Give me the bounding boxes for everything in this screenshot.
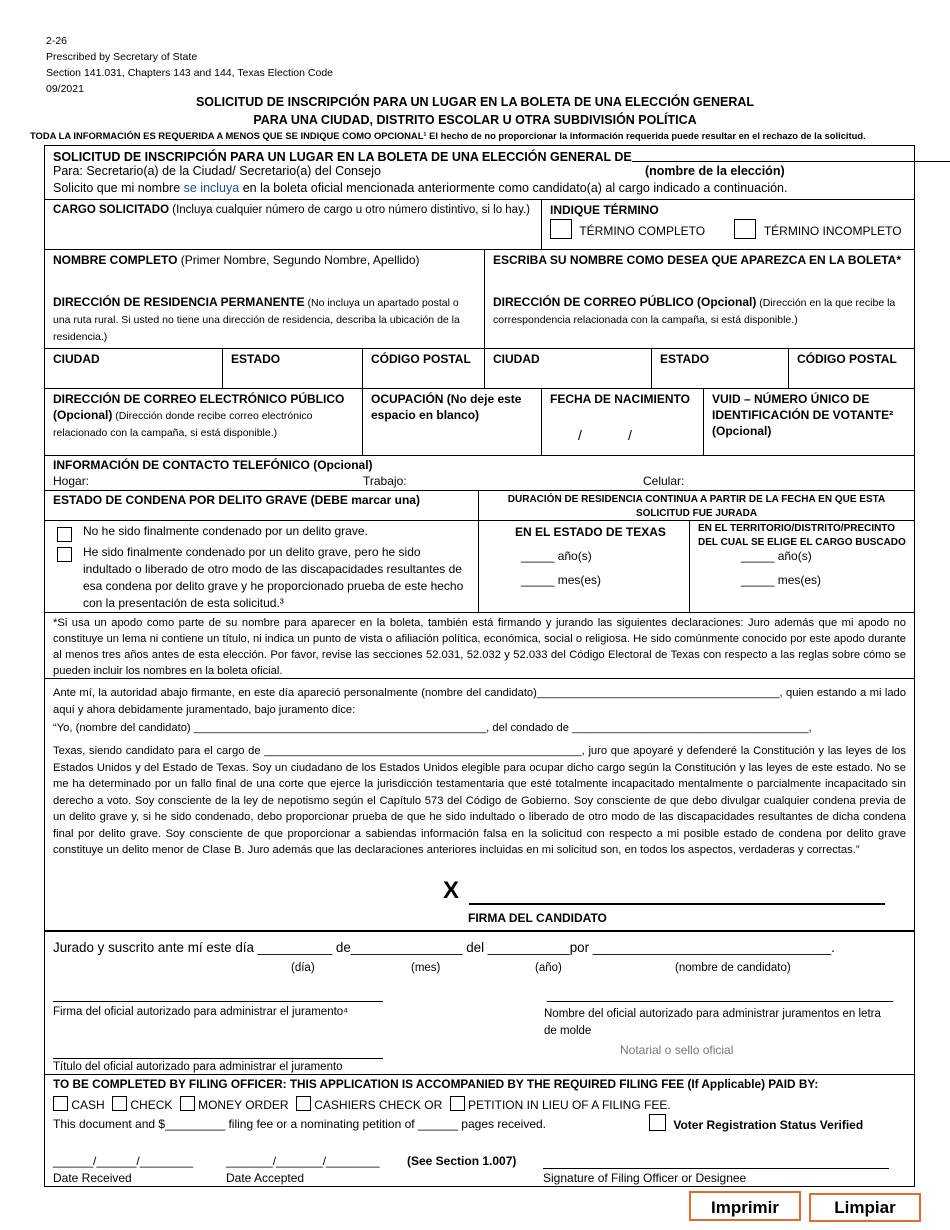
mail-zip-field[interactable]: CÓDIGO POSTAL xyxy=(788,349,914,388)
jurado-section xyxy=(45,930,914,1076)
filing-officer-signature-line[interactable] xyxy=(543,1168,889,1169)
duracion-section xyxy=(478,491,914,612)
email-field[interactable]: DIRECCIÓN DE CORREO ELECTRÓNICO PÚBLICO (Opcional) (Dirección donde recibe correo electrónico relacionado con la campaña, si está disponible.) xyxy=(53,392,345,439)
application-form xyxy=(44,145,915,1187)
termino-label: INDIQUE TÉRMINO xyxy=(550,203,659,217)
check-checkbox[interactable] xyxy=(112,1096,127,1111)
birthdate-slash-2: / xyxy=(628,427,632,443)
title-line-1: SOLICITUD DE INSCRIPCIÓN PARA UN LUGAR EN LA BOLETA DE UNA ELECCIÓN GENERAL xyxy=(195,95,755,109)
mail-city-field[interactable]: CIUDAD xyxy=(484,349,651,388)
signature-label: FIRMA DEL CANDIDATO xyxy=(468,911,607,925)
phone-label: INFORMACIÓN DE CONTACTO TELEFÓNICO (Opcional) xyxy=(53,458,373,472)
cashiers-label: CASHIERS CHECK OR xyxy=(314,1098,443,1112)
official-title-line[interactable] xyxy=(53,1058,383,1059)
notarial-seal-label: Notarial o sello oficial xyxy=(620,1043,734,1057)
work-phone-field[interactable]: Trabajo: xyxy=(363,474,407,488)
not-convicted-checkbox[interactable] xyxy=(57,527,72,542)
res-state-field[interactable]: ESTADO xyxy=(222,349,362,388)
form-header xyxy=(46,33,333,97)
petition-label: PETITION IN LIEU OF A FILING FEE. xyxy=(467,1098,671,1112)
election-section xyxy=(45,146,914,199)
date-accepted-label: Date Accepted xyxy=(226,1171,305,1185)
signature-x: X xyxy=(443,877,460,904)
direccion-row xyxy=(45,292,914,348)
home-phone-field[interactable]: Hogar: xyxy=(53,474,90,488)
apodo-section xyxy=(45,612,914,678)
nombre-row xyxy=(45,249,914,292)
title-line-2: PARA UNA CIUDAD, DISTRITO ESCOLAR U OTRA SUBDIVISIÓN POLÍTICA xyxy=(253,113,697,127)
term-full-checkbox[interactable] xyxy=(550,219,572,239)
election-heading: SOLICITUD DE INSCRIPCIÓN PARA UN LUGAR EN LA BOLETA DE UNA ELECCIÓN GENERAL DE xyxy=(53,150,632,164)
print-button[interactable]: Imprimir xyxy=(689,1191,801,1221)
voter-verified-label: Voter Registration Status Verified xyxy=(673,1118,864,1132)
res-zip-field[interactable]: CÓDIGO POSTAL xyxy=(362,349,484,388)
cargo-row xyxy=(45,199,914,249)
official-name-line[interactable] xyxy=(547,1001,893,1002)
cell-phone-field[interactable]: Celular: xyxy=(643,474,685,488)
see-section-label: (See Section 1.007) xyxy=(407,1154,517,1168)
oath-yo-line: “Yo, (nombre del candidato) _______________________________________________, del condado de ______________________________________, xyxy=(53,722,812,734)
mes-label: (mes) xyxy=(411,962,441,974)
date-received-label: Date Received xyxy=(53,1171,132,1185)
money-order-label: MONEY ORDER xyxy=(198,1098,289,1112)
form-date: 09/2021 xyxy=(46,83,84,95)
filing-officer-signature-label: Signature of Filing Officer or Designee xyxy=(543,1171,747,1185)
candidate-signature-line[interactable] xyxy=(469,903,885,905)
term-partial-checkbox[interactable] xyxy=(734,219,756,239)
election-name-input[interactable] xyxy=(632,148,950,162)
form-code: 2-26 xyxy=(46,35,68,47)
official-signature-line[interactable] xyxy=(53,1001,383,1002)
solicito-line: Solicito que mi nombre se incluya en la boleta oficial mencionada anteriormente como candidato(a) al cargo indicado a continuación. xyxy=(53,181,788,195)
birthdate-field[interactable]: FECHA DE NACIMIENTO / / xyxy=(541,389,703,455)
termino-field xyxy=(541,200,914,249)
cashiers-check-checkbox[interactable] xyxy=(296,1096,311,1111)
city-row xyxy=(45,348,914,388)
election-name-label: (nombre de la elección) xyxy=(645,164,785,178)
ano-label: (año) xyxy=(535,962,562,974)
condena-label: ESTADO DE CONDENA POR DELITO GRAVE (DEBE marcar una) xyxy=(53,493,420,507)
para-line: Para: Secretario(a) de la Ciudad/ Secretario(a) del Consejo xyxy=(53,164,381,178)
mailing-address-field[interactable]: DIRECCIÓN DE CORREO PÚBLICO (Opcional) (Dirección en la que recibe la correspondencia relacionada con la campaña, si está disponible.) xyxy=(484,292,914,348)
dia-label: (día) xyxy=(291,962,315,974)
convicted-label: He sido finalmente condenado por un delito grave, pero he sido indultado o liberado de otro modo de las discapacidades resultantes de esa condena por delito grave y he proporcionado prueba de este hecho con la presentación de esta solicitud.³ xyxy=(83,545,464,610)
cash-checkbox[interactable] xyxy=(53,1096,68,1111)
oath-intro: Ante mí, la autoridad abajo firmante, en este día apareció personalmente (nombre del candidato)_______________________________________, quien estando a mi lado aquí y ahora debidamente juramentado, bajo juramento dice: xyxy=(53,687,906,716)
ballot-name-field[interactable]: ESCRIBA SU NOMBRE COMO DESEA QUE APAREZCA EN LA BOLETA* xyxy=(484,250,914,292)
condena-row xyxy=(45,490,914,612)
texas-years-field[interactable]: _____ año(s) xyxy=(521,549,592,563)
mail-state-field[interactable]: ESTADO xyxy=(651,349,788,388)
convicted-checkbox[interactable] xyxy=(57,547,72,562)
texas-months-field[interactable]: _____ mes(es) xyxy=(521,573,602,587)
apodo-text: *Si usa un apodo como parte de su nombre para aparecer en la boleta, también está firmando y jurando las siguientes declaraciones: Juro además que mi apodo no constituye un lema ni contiene un título, ni indica un punto de vista o afiliación política, económica, social o religiosa. He sido comúnmente conocido por este apodo durante al menos tres años antes de esta elección. Por favor, revise las secciones 52.031, 52.032 y 52.033 del Código Electoral de Texas con respecto a las reglas sobre cómo se pueden incluir los nombres en la boleta oficial. xyxy=(53,617,906,677)
texas-label: EN EL ESTADO DE TEXAS xyxy=(515,525,666,539)
filing-officer-section xyxy=(45,1074,914,1186)
date-accepted-field[interactable]: _______/_______/________ xyxy=(226,1154,380,1168)
official-signature-label: Firma del oficial autorizado para administrar el juramento⁴ xyxy=(53,1006,349,1018)
oath-text: Texas, siendo candidato para el cargo de ___________________________________________________, juro que apoyaré y defenderé la Constitución y las leyes de los Estados Unidos y del Estado de Texas. Soy un ciudadano de los Estados Unidos elegible para ocupar dicho cargo según la Constitución y las leyes de este estado. No se me ha determinado por un fallo final de una corte que ejerce la jurisdicción testamentaria que esté totalmente incapacitado mentalmente o parcialmente incapacitado sin derecho a voto. Soy consciente de la ley de nepotismo según el Capítulo 573 del Código de Gobierno. Soy consciente de que debo divulgar cualquier condena previa de un delito grave y, si he sido condenado, debo proporcionar prueba de que he sido indultado o liberado de otro modo de las discapacidades resultantes de dicha condena final por delito grave. Soy consciente de que proporcionar a sabiendas información falsa en la solicitud con respecto a mi posible estado de condena por delito grave constituye un delito menor de Clase B. Juro además que las declaraciones anteriores incluidas en mi solicitud son, en todos los aspectos, verdaderas y correctas.” xyxy=(53,745,906,856)
official-name-label: Nombre del oficial autorizado para administrar juramentos en letra de molde xyxy=(544,1008,881,1037)
clear-button[interactable]: Limpiar xyxy=(809,1193,921,1222)
res-city-field[interactable]: CIUDAD xyxy=(53,352,100,366)
email-occupation-row xyxy=(45,388,914,455)
cargo-solicitado-field[interactable]: CARGO SOLICITADO (Incluya cualquier número de cargo u otro número distintivo, si lo hay.) xyxy=(53,204,530,216)
phone-row xyxy=(45,455,914,490)
territorio-label: EN EL TERRITORIO/DISTRITO/PRECINTO DEL CUAL SE ELIGE EL CARGO BUSCADO xyxy=(698,523,906,548)
official-title-label: Título del oficial autorizado para administrar el juramento xyxy=(53,1061,343,1073)
date-received-field[interactable]: ______/______/________ xyxy=(53,1154,194,1168)
jurado-line[interactable]: Jurado y suscrito ante mí este día __________ de_______________ del ___________por ________________________________. xyxy=(53,940,835,955)
payment-options xyxy=(53,1096,671,1112)
not-convicted-label: No he sido finalmente condenado por un delito grave. xyxy=(83,524,368,538)
cash-label: CASH xyxy=(71,1098,105,1112)
duracion-label: DURACIÓN DE RESIDENCIA CONTINUA A PARTIR DE LA FECHA EN QUE ESTA SOLICITUD FUE JURADA xyxy=(507,494,886,519)
territory-months-field[interactable]: _____ mes(es) xyxy=(741,573,822,587)
required-notice: TODA LA INFORMACIÓN ES REQUERIDA A MENOS QUE SE INDIQUE COMO OPCIONAL¹ El hecho de no proporcionar la información requerida puede resultar en el rechazo de la solicitud. xyxy=(30,130,866,141)
filing-heading: TO BE COMPLETED BY FILING OFFICER: THIS APPLICATION IS ACCOMPANIED BY THE REQUIRED FILING FEE (If Applicable) PAID BY: xyxy=(53,1077,819,1091)
nombre-candidato-label: (nombre de candidato) xyxy=(675,962,791,974)
occupation-field[interactable]: OCUPACIÓN (No deje este espacio en blanco) xyxy=(362,389,541,455)
condena-section xyxy=(45,491,478,612)
incluya-link: se incluya xyxy=(183,181,240,195)
residence-address-field[interactable]: DIRECCIÓN DE RESIDENCIA PERMANENTE (No incluya un apartado postal o una ruta rural. Si usted no tiene una dirección de residencia, describa la ubicación de la residencia.) xyxy=(53,295,460,343)
term-full-label: TÉRMINO COMPLETO xyxy=(579,224,706,238)
petition-checkbox[interactable] xyxy=(450,1096,465,1111)
prescribed-by: Prescribed by Secretary of State xyxy=(46,51,198,63)
voter-verified-checkbox[interactable] xyxy=(649,1114,666,1131)
territory-years-field[interactable]: _____ año(s) xyxy=(741,549,812,563)
term-partial-label: TÉRMINO INCOMPLETO xyxy=(763,224,902,238)
oath-section xyxy=(45,678,914,930)
check-label: CHECK xyxy=(130,1098,173,1112)
vuid-field[interactable]: VUID – NÚMERO ÚNICO DE IDENTIFICACIÓN DE VOTANTE² (Opcional) xyxy=(703,389,914,455)
document-received-line[interactable]: This document and $_________ filing fee or a nominating petition of ______ pages received. xyxy=(53,1117,547,1131)
nombre-completo-field[interactable]: NOMBRE COMPLETO (Primer Nombre, Segundo Nombre, Apellido) xyxy=(53,253,420,267)
section-reference: Section 141.031, Chapters 143 and 144, Texas Election Code xyxy=(46,67,334,79)
birthdate-slash-1: / xyxy=(578,427,582,443)
money-order-checkbox[interactable] xyxy=(180,1096,195,1111)
